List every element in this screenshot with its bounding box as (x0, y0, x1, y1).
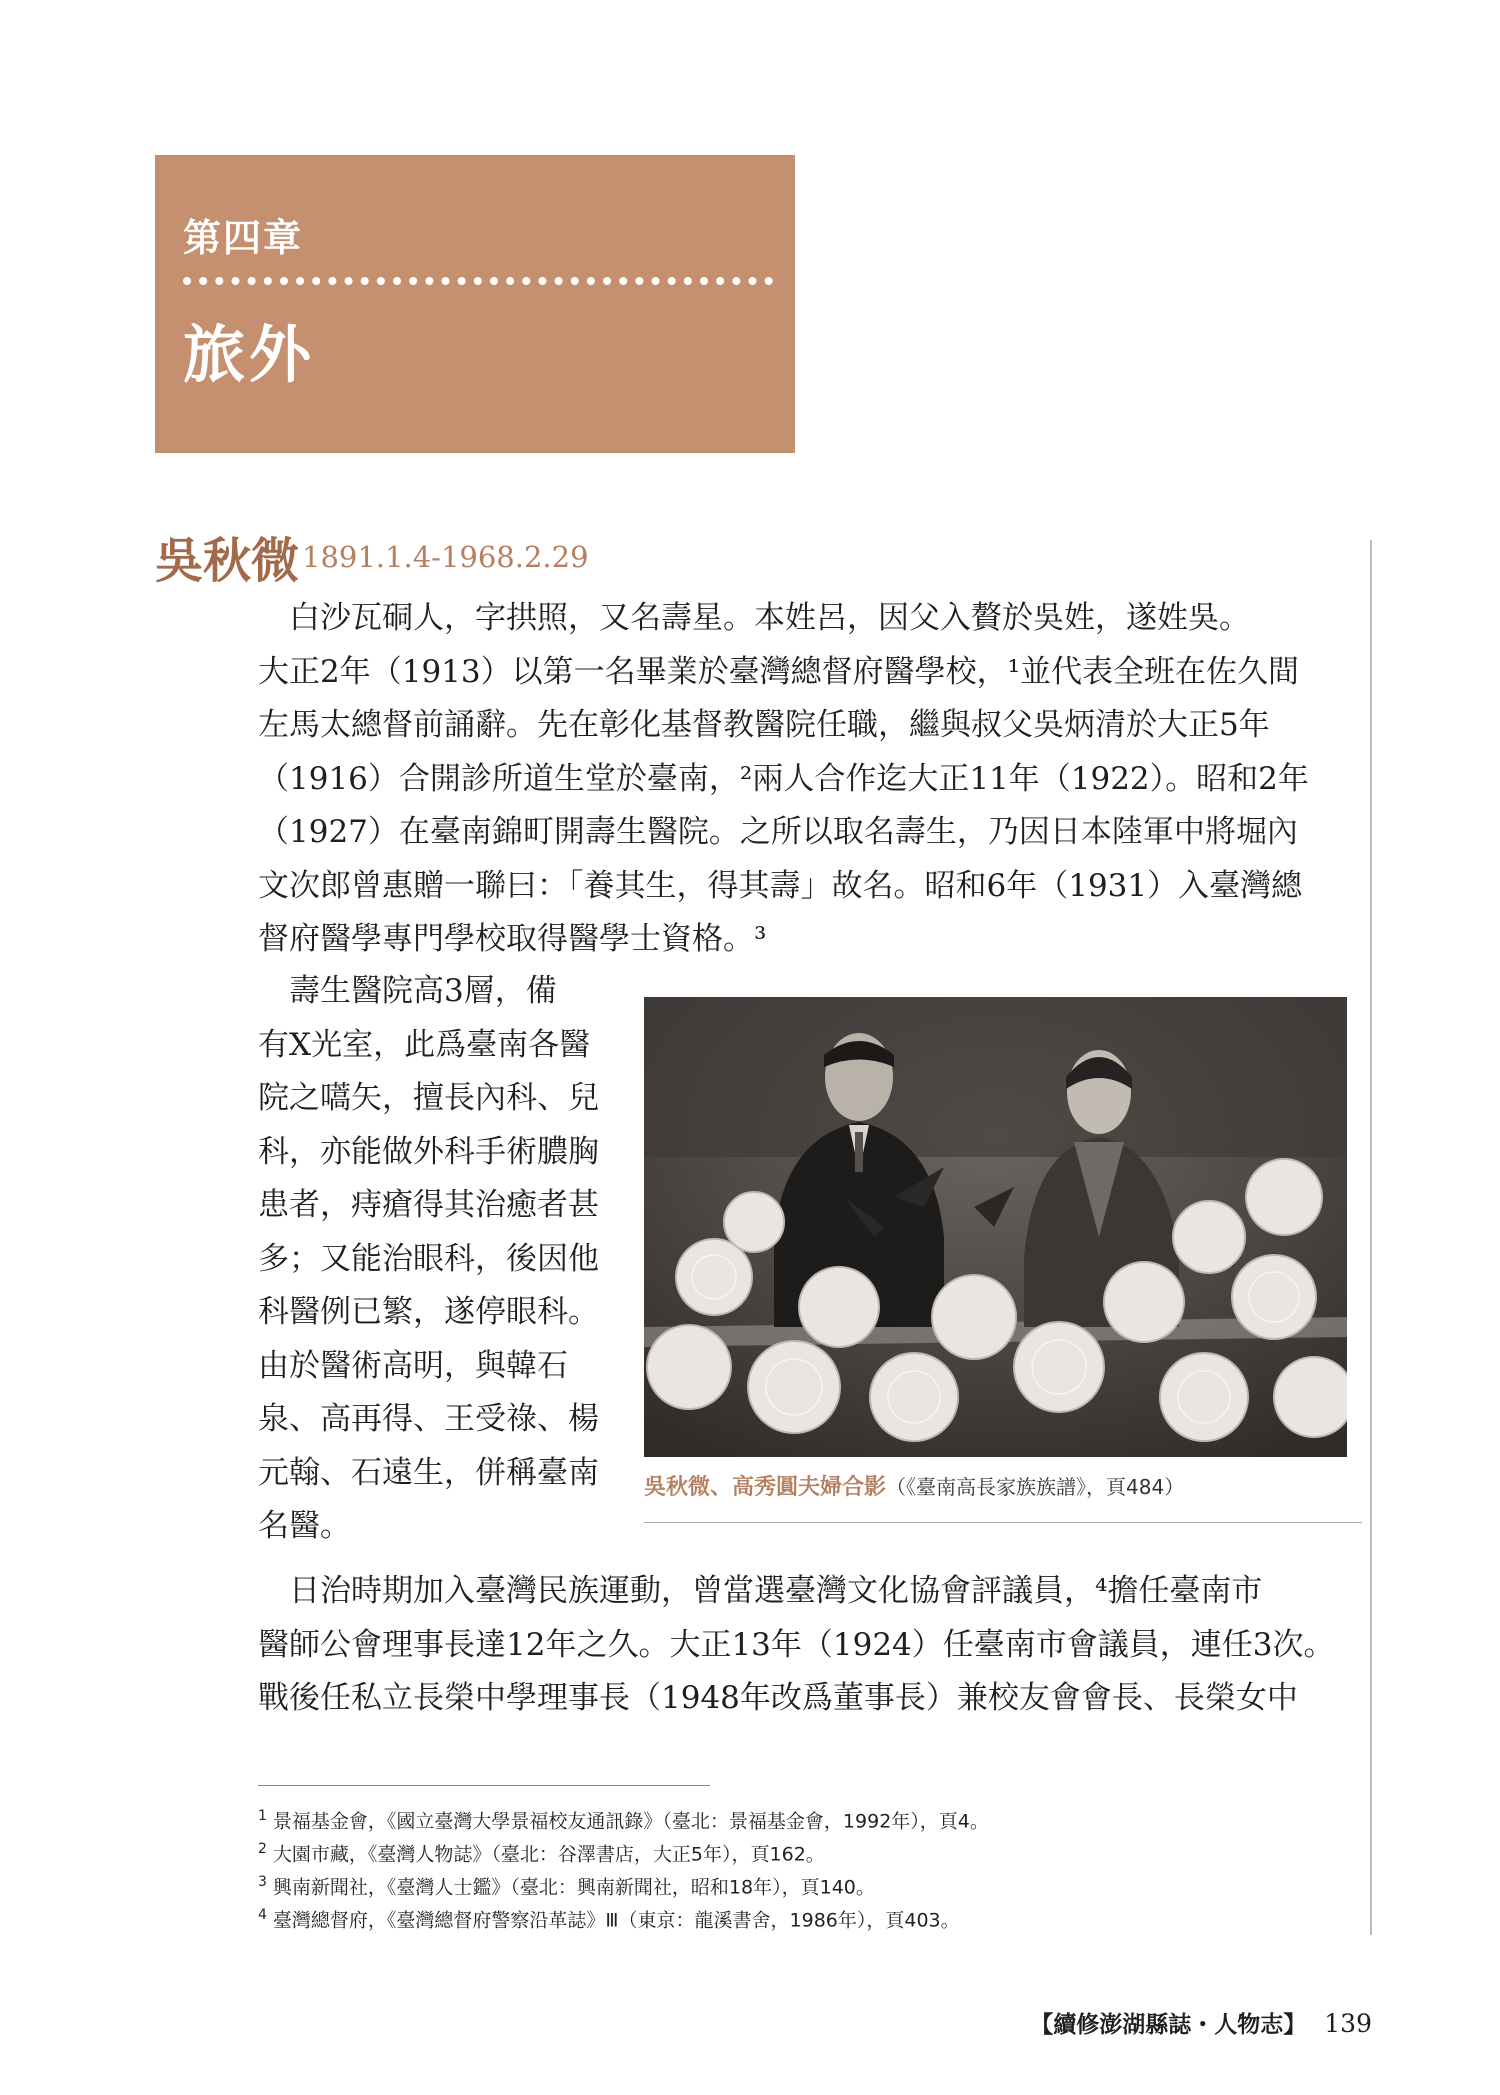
caption-title: 吳秋微、高秀圓夫婦合影 (644, 1475, 887, 1500)
text-line: 泉、高再得、王受祿、楊 (258, 1401, 599, 1437)
person-name: 吳秋微 (155, 533, 300, 589)
text-line: 院之嚆矢，擅長內科、兒 (258, 1080, 599, 1116)
chapter-label: 第四章 (183, 215, 304, 260)
photo-caption (644, 1470, 1184, 1501)
footnote-item (258, 1833, 989, 1866)
footnote-text: 大園市藏，《臺灣人物誌》（臺北：谷澤書店，大正5年），頁162。 (272, 1843, 825, 1866)
footnote-number: 1 (258, 1808, 267, 1824)
paragraph-2 (258, 965, 628, 1554)
text-line: 科，亦能做外科手術膿胸 (258, 1133, 599, 1170)
text-line: 科醫例已繁，遂停眼科。 (258, 1294, 599, 1330)
text-line: 大正2年（1913）以第一名畢業於臺灣總督府醫學校，¹並代表全班在佐久間 (258, 653, 1300, 690)
footnote-text: 景福基金會，《國立臺灣大學景福校友通訊錄》（臺北：景福基金會，1992年），頁4。 (272, 1810, 989, 1833)
text-line: 文次郎曾惠贈一聯曰：「養其生，得其壽」故名。昭和6年（1931）入臺灣總 (258, 867, 1303, 904)
photo-illustration (644, 997, 1347, 1457)
footnote-number: 3 (258, 1874, 267, 1890)
text-line: 日治時期加入臺灣民族運動，曾當選臺灣文化協會評議員，⁴擔任臺南市 (258, 1573, 1263, 1609)
text-line: 患者，痔瘡得其治癒者甚 (258, 1187, 599, 1223)
footnote-text: 興南新聞社，《臺灣人士鑑》（臺北：興南新聞社，昭和18年），頁140。 (272, 1876, 875, 1899)
dotted-divider (183, 277, 773, 285)
page-footer (1030, 2006, 1372, 2039)
footnote-item (258, 1866, 989, 1899)
text-line: 名醫。 (258, 1508, 351, 1544)
text-line: 壽生醫院高3層，備 (258, 973, 557, 1009)
caption-divider (644, 1522, 1362, 1523)
paragraph-1 (258, 592, 1348, 967)
footnote-item (258, 1899, 989, 1932)
text-line: 左馬太總督前誦辭。先在彰化基督教醫院任職，繼與叔父吳炳清於大正5年 (258, 707, 1270, 743)
chapter-header (155, 155, 795, 453)
text-line: （1916）合開診所道生堂於臺南，²兩人合作迄大正11年（1922）。昭和2年 (258, 760, 1309, 797)
footnotes (258, 1800, 989, 1932)
footnote-number: 4 (258, 1907, 267, 1923)
margin-rule (1370, 540, 1372, 1935)
book-title: 【續修澎湖縣誌・人物志】 (1030, 2011, 1307, 2038)
text-line: 多；又能治眼科，後因他 (258, 1240, 599, 1277)
text-line: 戰後任私立長榮中學理事長（1948年改爲董事長）兼校友會會長、長榮女中 (258, 1680, 1298, 1716)
couple-photo (644, 997, 1347, 1457)
chapter-title: 旅外 (183, 318, 316, 391)
text-line: 醫師公會理事長達12年之久。大正13年（1924）任臺南市會議員，連任3次。 (258, 1626, 1335, 1663)
text-line: 督府醫學專門學校取得醫學士資格。³ (258, 921, 767, 957)
footnote-text: 臺灣總督府，《臺灣總督府警察沿革誌》Ⅲ（東京：龍溪書舍，1986年），頁403。 (272, 1909, 960, 1932)
text-line: 白沙瓦硐人，字拱照，又名壽星。本姓呂，因父入贅於吳姓，遂姓吳。 (258, 600, 1250, 636)
footnote-divider (258, 1785, 710, 1786)
paragraph-3 (258, 1565, 1348, 1726)
text-line: 有X光室，此爲臺南各醫 (258, 1026, 591, 1063)
text-line: 元翰、石遠生，併稱臺南 (258, 1454, 599, 1491)
caption-source: （《臺南高長家族族譜》，頁484） (886, 1475, 1185, 1499)
text-line: 由於醫術高明，與韓石 (258, 1347, 568, 1384)
footnote-number: 2 (258, 1841, 267, 1857)
person-dates: 1891.1.4-1968.2.29 (302, 540, 589, 574)
page-number: 139 (1324, 2009, 1372, 2038)
text-line: （1927）在臺南錦町開壽生醫院。之所以取名壽生，乃因日本陸軍中將堀內 (258, 814, 1298, 850)
footnote-item (258, 1800, 989, 1833)
